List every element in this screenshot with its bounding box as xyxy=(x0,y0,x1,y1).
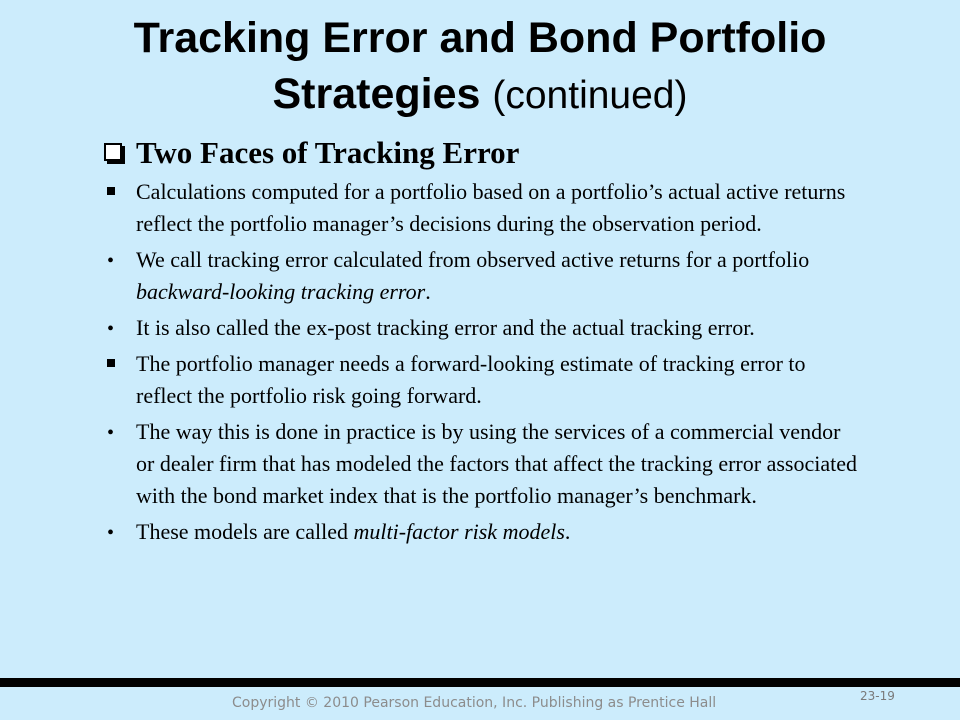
footer-divider-bar xyxy=(0,678,960,687)
copyright-notice: Copyright © 2010 Pearson Education, Inc. Publishing as Prentice Hall xyxy=(232,695,717,711)
title-line-1: Tracking Error and Bond Portfolio xyxy=(133,14,827,62)
title-line-2 xyxy=(0,66,960,124)
bullet-list xyxy=(104,176,864,548)
dot-bullet-icon xyxy=(107,416,127,449)
bullet-text-end: . xyxy=(425,279,431,304)
bullet-emphasis: backward-looking tracking error xyxy=(136,279,426,304)
bullet-emphasis: multi-factor risk models xyxy=(353,519,565,544)
footer xyxy=(0,687,960,720)
section-heading xyxy=(104,133,519,173)
bullet-text: We call tracking error calculated from observed active returns for a portfolio xyxy=(136,247,810,272)
bullet-text: The portfolio manager needs a forward-looking estimate of tracking error to reflect the portfolio risk going forward. xyxy=(136,351,806,408)
bullet-text: It is also called the ex-post tracking error and the actual tracking error. xyxy=(136,315,755,340)
bullet-text: These models are called xyxy=(136,519,354,544)
square-bullet-icon xyxy=(107,348,127,380)
bullet-item xyxy=(104,416,864,512)
bullet-item xyxy=(104,244,864,308)
bullet-text: Calculations computed for a portfolio based on a portfolio’s actual active returns reflect the portfolio manager’s decisions during the observation period. xyxy=(136,179,846,236)
bullet-item xyxy=(104,312,864,344)
slide-title xyxy=(0,10,960,124)
bullet-item xyxy=(104,348,864,412)
checkbox-bullet-icon xyxy=(104,143,122,161)
bullet-text-end: . xyxy=(564,519,571,544)
section-heading-text: Two Faces of Tracking Error xyxy=(136,135,520,170)
bullet-item xyxy=(104,516,864,548)
bullet-item xyxy=(104,176,864,240)
square-bullet-icon xyxy=(107,176,127,208)
dot-bullet-icon xyxy=(107,244,127,277)
dot-bullet-icon xyxy=(107,312,127,345)
slide-number: 23-19 xyxy=(860,689,895,703)
bullet-text: The way this is done in practice is by using the services of a commercial vendor or dealer firm that has modeled the factors that affect the tracking error associated with the bond market index that is the portfolio manager’s benchmark. xyxy=(136,419,857,508)
dot-bullet-icon xyxy=(107,516,127,549)
title-main-part2: Strategies xyxy=(272,70,481,118)
title-subtitle: (continued) xyxy=(492,74,688,117)
